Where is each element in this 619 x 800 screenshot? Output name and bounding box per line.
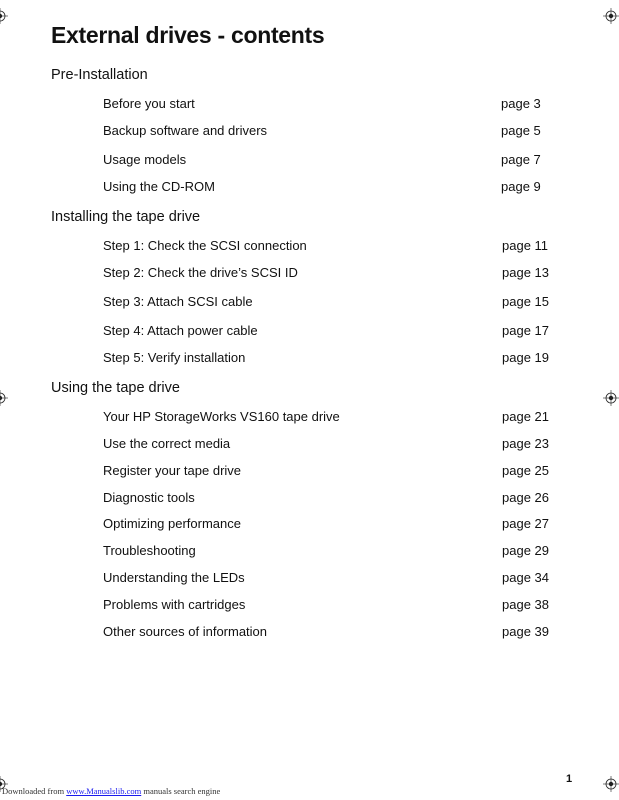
toc-entry-page: page 25: [502, 463, 549, 478]
page-number: 1: [566, 773, 573, 785]
toc-entry-page: page 15: [502, 294, 549, 309]
toc-entry[interactable]: [103, 624, 553, 642]
toc-entry[interactable]: [103, 294, 553, 312]
toc-entry[interactable]: [103, 179, 553, 197]
section-heading-installing: Installing the tape drive: [51, 209, 201, 225]
toc-entry-page: page 34: [502, 570, 549, 585]
section-heading-pre-installation: Pre-Installation: [51, 67, 148, 83]
registration-mark-icon: [603, 776, 619, 792]
toc-entry-label: Diagnostic tools: [103, 490, 195, 505]
toc-entry-label: Troubleshooting: [103, 543, 196, 558]
registration-mark-icon: [603, 390, 619, 406]
toc-entry-page: page 13: [502, 265, 549, 280]
toc-entry[interactable]: [103, 409, 553, 427]
toc-entry-label: Step 2: Check the drive’s SCSI ID: [103, 265, 298, 280]
toc-entry[interactable]: [103, 516, 553, 534]
toc-entry-label: Problems with cartridges: [103, 597, 246, 612]
toc-entry-label: Understanding the LEDs: [103, 570, 245, 585]
footer-suffix: manuals search engine: [141, 786, 221, 796]
toc-entry-page: page 17: [502, 323, 549, 338]
toc-entry-page: page 26: [502, 490, 549, 505]
section-heading-using: Using the tape drive: [51, 380, 180, 396]
toc-entry[interactable]: [103, 238, 553, 256]
footer-download-note: [2, 786, 220, 796]
registration-mark-icon: [0, 776, 8, 792]
toc-entry-page: page 19: [502, 350, 549, 365]
toc-entry[interactable]: [103, 597, 553, 615]
registration-mark-icon: [603, 8, 619, 24]
toc-entry[interactable]: [103, 123, 553, 141]
toc-entry-page: page 38: [502, 597, 549, 612]
toc-entry-page: page 3: [501, 96, 541, 111]
toc-entry-page: page 5: [501, 123, 541, 138]
toc-entry[interactable]: [103, 436, 553, 454]
registration-mark-icon: [0, 390, 8, 406]
toc-entry-page: page 27: [502, 516, 549, 531]
toc-entry-label: Backup software and drivers: [103, 123, 268, 138]
toc-entry-label: Optimizing performance: [103, 516, 241, 531]
toc-entry-label: Use the correct media: [103, 436, 231, 451]
page-title: External drives - contents: [51, 22, 325, 48]
toc-entry-label: Step 3: Attach SCSI cable: [103, 294, 253, 309]
toc-entry[interactable]: [103, 463, 553, 481]
footer-prefix: Downloaded from: [2, 786, 67, 796]
toc-entry-page: page 9: [501, 179, 541, 194]
toc-entry-page: page 21: [502, 409, 549, 424]
toc-entry[interactable]: [103, 543, 553, 561]
toc-entry[interactable]: [103, 350, 553, 368]
toc-entry[interactable]: [103, 265, 553, 283]
toc-entry-label: Before you start: [103, 96, 195, 111]
toc-entry-label: Register your tape drive: [103, 463, 242, 478]
toc-entry-label: Step 1: Check the SCSI connection: [103, 238, 307, 253]
toc-entry[interactable]: [103, 96, 553, 114]
toc-entry-label: Your HP StorageWorks VS160 tape drive: [103, 409, 340, 424]
toc-entry[interactable]: [103, 490, 553, 508]
toc-entry-page: page 7: [501, 152, 541, 167]
toc-entry-page: page 29: [502, 543, 549, 558]
toc-entry-page: page 23: [502, 436, 549, 451]
toc-entry-label: Using the CD-ROM: [103, 179, 215, 194]
toc-entry-page: page 39: [502, 624, 549, 639]
toc-entry[interactable]: [103, 570, 553, 588]
toc-entry-label: Usage models: [103, 152, 187, 167]
toc-entry-label: Step 4: Attach power cable: [103, 323, 258, 338]
toc-entry[interactable]: [103, 323, 553, 341]
toc-entry[interactable]: [103, 152, 553, 170]
toc-entry-label: Other sources of information: [103, 624, 268, 639]
footer-link[interactable]: www.Manualslib.com: [66, 786, 142, 796]
registration-mark-icon: [0, 8, 8, 24]
toc-entry-label: Step 5: Verify installation: [103, 350, 246, 365]
toc-entry-page: page 11: [502, 238, 549, 253]
